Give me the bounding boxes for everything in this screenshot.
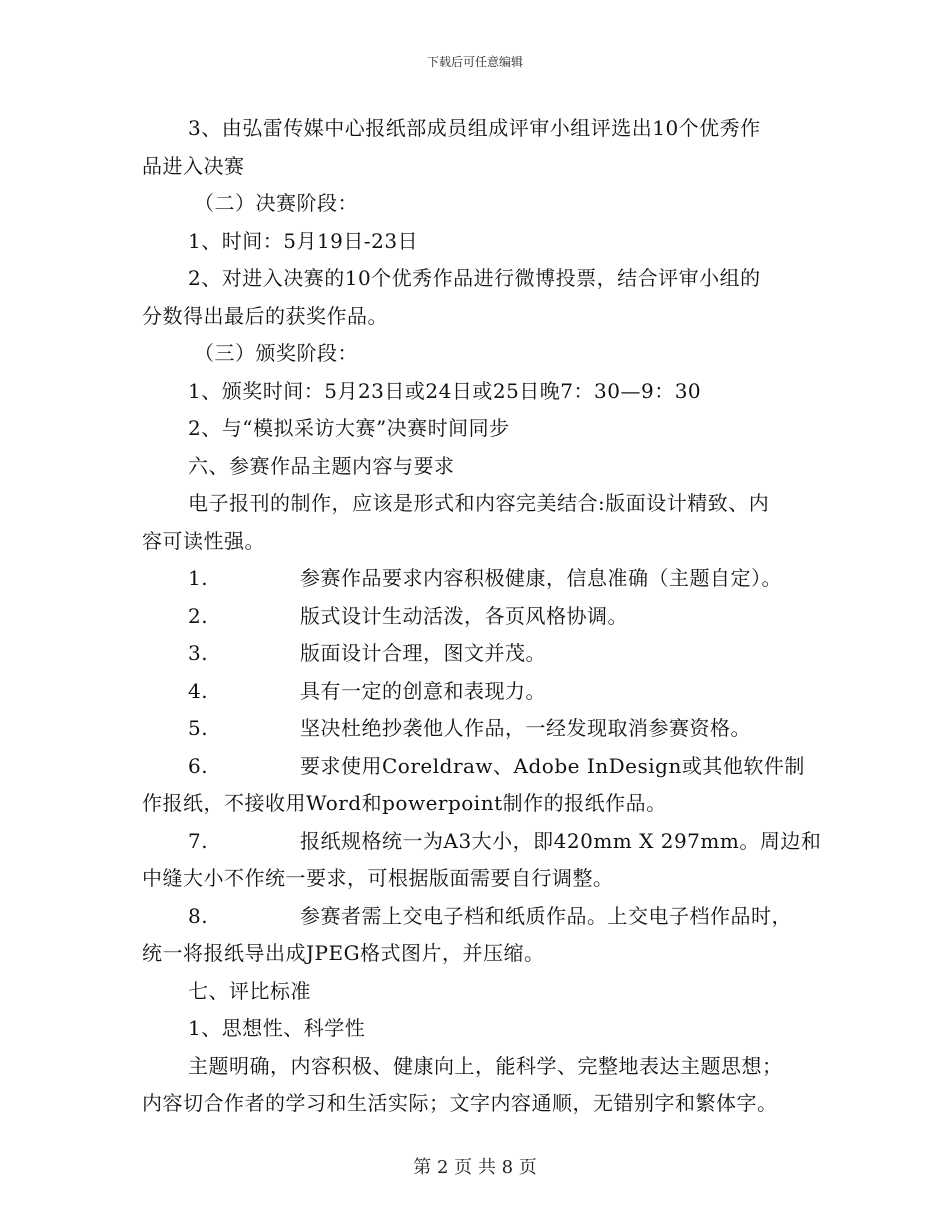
item-number: 1.	[188, 566, 209, 590]
numbered-item	[142, 598, 812, 636]
item-number: 3.	[188, 641, 209, 665]
paragraph-line: 分数得出最后的获奖作品。	[142, 303, 388, 328]
paragraph-line: 主题明确，内容积极、健康向上，能科学、完整地表达主题思想；	[188, 1053, 783, 1078]
document-body	[142, 110, 822, 1123]
item-number: 7.	[188, 828, 209, 853]
paragraph-line: 2、对进入决赛的10个优秀作品进行微博投票，结合评审小组的	[188, 266, 761, 290]
item-text: 版面设计合理，图文并茂。	[300, 641, 546, 665]
paragraph-line: 作报纸，不接收用Word和powerpoint制作的报纸作品。	[142, 791, 667, 815]
section-heading: 六、参赛作品主题内容与要求	[188, 453, 455, 478]
item-number: 4.	[188, 678, 209, 703]
paragraph-line: 1、时间：5月19日-23日	[188, 228, 419, 253]
page-footer: 第 2 页 共 8 页	[413, 1157, 537, 1178]
item-number: 2.	[188, 603, 209, 628]
paragraph-line: 统一将报纸导出成JPEG格式图片，并压缩。	[142, 941, 545, 965]
numbered-item	[142, 898, 812, 936]
item-text: 参赛者需上交电子档和纸质作品。上交电子档作品时，	[300, 903, 792, 928]
item-text: 要求使用Coreldraw、Adobe InDesign或其他软件制	[300, 753, 805, 778]
item-number: 8.	[188, 903, 209, 928]
item-text: 参赛作品要求内容积极健康，信息准确（主题自定）。	[300, 566, 782, 590]
section-heading: 七、评比标准	[188, 978, 311, 1003]
item-text: 版式设计生动活泼，各页风格协调。	[300, 603, 628, 628]
paragraph-line: 2、与“模拟采访大赛”决赛时间同步	[188, 416, 510, 440]
page-header: 下载后可任意编辑	[426, 55, 523, 69]
item-number: 5.	[188, 716, 209, 740]
section-heading: （二）决赛阶段：	[194, 191, 358, 215]
paragraph-line: 3、由弘雷传媒中心报纸部成员组成评审小组评选出10个优秀作	[188, 116, 761, 140]
paragraph-line: 品进入决赛	[142, 153, 245, 178]
subsection-heading: 1、思想性、科学性	[188, 1016, 366, 1040]
paragraph-line: 1、颁奖时间：5月23日或24日或25日晚7：30—9：30	[188, 378, 702, 403]
item-number: 6.	[188, 753, 209, 778]
paragraph-line: 内容切合作者的学习和生活实际；文字内容通顺，无错别字和繁体字。	[142, 1091, 778, 1115]
numbered-item	[142, 823, 822, 861]
paragraph-line: 中缝大小不作统一要求，可根据版面需要自行调整。	[142, 866, 614, 890]
item-text: 报纸规格统一为A3大小，即420mm X 297mm。周边和	[300, 828, 822, 853]
section-heading: （三）颁奖阶段：	[194, 341, 358, 365]
item-text: 坚决杜绝抄袭他人作品，一经发现取消参赛资格。	[300, 716, 751, 740]
numbered-item	[142, 748, 812, 786]
item-text: 具有一定的创意和表现力。	[300, 678, 546, 703]
numbered-item	[142, 673, 812, 711]
numbered-item	[142, 635, 812, 673]
numbered-item	[142, 710, 812, 748]
paragraph-line: 电子报刊的制作，应该是形式和内容完美结合:版面设计精致、内	[188, 491, 770, 515]
paragraph-line: 容可读性强。	[142, 528, 265, 553]
numbered-item	[142, 560, 812, 598]
